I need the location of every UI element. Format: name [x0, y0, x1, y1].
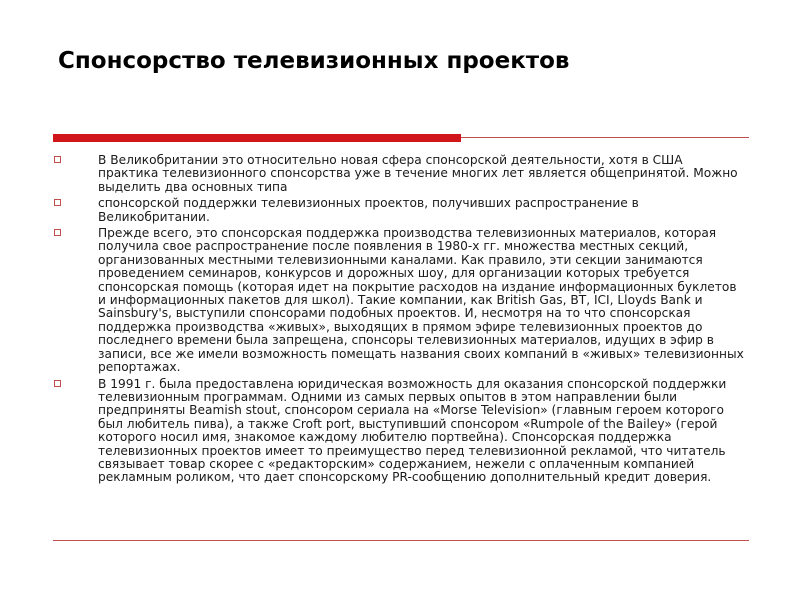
bullet-text: В 1991 г. была предоставлена юридическая возможность для оказания спонсорской поддержки телевизионным программам. Одними из самых первых опытов в этом направлении были предприняты Beamish stout, спонсором сериала на «Morse Television» (главным героем которого был любитель пива), а также Croft port, выступивший спонсором «Rumpole of the Bailey» (герой которого носил имя, знакомое каждому любителю портвейна). Спонсорская поддержка телевизионных проектов имеет то преимущество перед телевизионной рекламой, что читатель связывает товар скорее с «редакторским» содержанием, нежели с оплаченным компанией рекламным роликом, что дает спонсорскому PR-сообщению дополнительный кредит доверия.: [98, 376, 727, 485]
bullet-list: [54, 154, 744, 488]
square-bullet-icon: [54, 229, 61, 236]
bullet-text: спонсорской поддержки телевизионных проектов, получивших распространение в Великобритании.: [98, 196, 639, 224]
title-divider-accent-bar: [53, 134, 461, 142]
bullet-item: [54, 227, 744, 374]
slide-title: Спонсорство телевизионных проектов: [58, 48, 570, 74]
square-bullet-icon: [54, 199, 61, 206]
bullet-text: В Великобритании это относительно новая сфера спонсорской деятельности, хотя в США практика телевизионного спонсорства уже в течение многих лет является общепринятой. Можно выделить два основных типа: [98, 153, 738, 194]
bullet-text: Прежде всего, это спонсорская поддержка производства телевизионных материалов, которая получила свое распространение после появления в 1980-х гг. множества местных секций, организованных местными телевизионными каналами. Как правило, эти секции занимаются проведением семинаров, конкурсов и дорожных шоу, для организации которых требуется спонсорская помощь (которая идет на покрытие расходов на издание информационных буклетов и информационных пакетов для школ). Такие компании, как British Gas, BT, ICI, Lloyds Bank и Sainsbury's, выступили спонсорами подобных проектов. И, несмотря на то что спонсорская поддержка производства «живых», выходящих в прямом эфире телевизионных проектов до последнего времени была запрещена, спонсоры телевизионных материалов, идущих в эфир в записи, все же имели возможность помещать названия своих компаний в «живых» телевизионных репортажах.: [98, 226, 744, 375]
bottom-divider: [53, 540, 749, 541]
bullet-item: [54, 154, 744, 194]
square-bullet-icon: [54, 156, 61, 163]
square-bullet-icon: [54, 380, 61, 387]
title-divider: [53, 134, 749, 144]
bullet-item: [54, 197, 744, 224]
bullet-item: [54, 378, 744, 485]
